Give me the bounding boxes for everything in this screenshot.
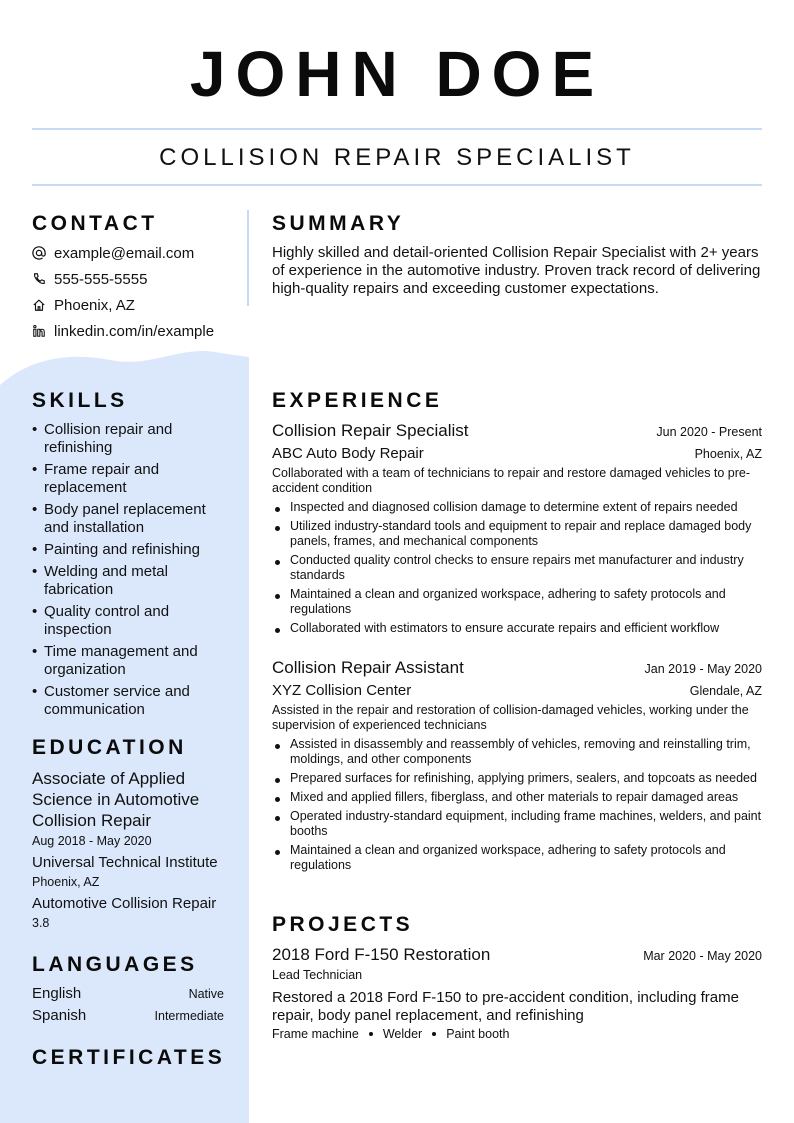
column-divider — [247, 210, 249, 306]
education-location: Phoenix, AZ — [32, 875, 100, 889]
skills-list — [32, 421, 232, 723]
language-name: Spanish — [32, 1007, 87, 1024]
summary-heading: SUMMARY — [272, 212, 405, 235]
list-item: Inspected and diagnosed collision damage to determine extent of repairs needed — [272, 500, 762, 515]
education-degree: Associate of Applied Science in Automotive Collision Repair — [32, 769, 200, 830]
job-title: COLLISION REPAIR SPECIALIST — [159, 144, 635, 171]
linkedin-icon — [32, 324, 46, 338]
contact-email-text: example@email.com — [54, 244, 195, 262]
project-tag: Welder — [382, 1027, 423, 1041]
job-dates: Jun 2020 - Present — [656, 425, 762, 439]
contact-phone[interactable] — [32, 269, 147, 289]
job-description: Collaborated with a team of technicians to repair and restore damaged vehicles to pre-accident condition — [272, 466, 751, 495]
list-item: • Body panel replacement and installation — [32, 501, 232, 537]
language-row — [32, 985, 224, 1002]
experience-heading: EXPERIENCE — [272, 389, 443, 412]
project-tag: Paint booth — [446, 1027, 510, 1041]
skills-heading: SKILLS — [32, 389, 128, 412]
contact-email[interactable] — [32, 243, 194, 263]
list-item: • Welding and metal fabrication — [32, 563, 232, 599]
list-item: Mixed and applied fillers, fiberglass, and other materials to repair damaged areas — [272, 790, 762, 805]
job-header — [272, 658, 762, 678]
contact-phone-text: 555-555-5555 — [54, 270, 148, 288]
project-description: Restored a 2018 Ford F-150 to pre-accident condition, including frame repair, body panel replacement, and refinishing — [272, 989, 739, 1024]
contact-location — [32, 295, 135, 315]
job-company: XYZ Collision Center — [272, 682, 412, 699]
tag-separator — [432, 1032, 436, 1036]
education-school: Universal Technical Institute — [32, 854, 218, 871]
list-item: Prepared surfaces for refinishing, applying primers, sealers, and topcoats as needed — [272, 771, 762, 786]
list-item: • Time management and organization — [32, 643, 232, 679]
job-title: Collision Repair Specialist — [272, 421, 469, 440]
list-item: Operated industry-standard equipment, including frame machines, welders, and paint booths — [272, 809, 762, 839]
education-dates: Aug 2018 - May 2020 — [32, 834, 152, 848]
projects-heading: PROJECTS — [272, 913, 414, 936]
list-item: Assisted in disassembly and reassembly of vehicles, removing and reinstalling trim, moldings, and other components — [272, 737, 762, 767]
list-item: Maintained a clean and organized workspace, adhering to safety protocols and regulations — [272, 587, 762, 617]
contact-heading: CONTACT — [32, 212, 158, 235]
education-heading: EDUCATION — [32, 736, 187, 759]
job-company-row — [272, 445, 762, 462]
header-top-rule — [32, 128, 762, 130]
project-dates: Mar 2020 - May 2020 — [643, 949, 762, 963]
education-gpa: 3.8 — [32, 916, 50, 930]
job-dates: Jan 2019 - May 2020 — [644, 662, 762, 676]
list-item: Collaborated with estimators to ensure accurate repairs and efficient workflow — [272, 621, 762, 636]
language-row — [32, 1007, 224, 1024]
list-item: Maintained a clean and organized workspace, adhering to safety protocols and regulations — [272, 843, 762, 873]
header-bottom-rule — [32, 184, 762, 186]
job-location: Phoenix, AZ — [694, 447, 762, 461]
project-tag: Frame machine — [272, 1027, 359, 1041]
home-icon — [32, 298, 46, 312]
project-role: Lead Technician — [272, 968, 363, 982]
project-title: 2018 Ford F-150 Restoration — [272, 945, 491, 964]
job-location: Glendale, AZ — [689, 684, 762, 698]
list-item: Utilized industry-standard tools and equipment to repair and replace damaged body panels, frames, and mechanical components — [272, 519, 762, 549]
list-item: • Frame repair and replacement — [32, 461, 232, 497]
contact-linkedin[interactable] — [32, 321, 214, 341]
education-field: Automotive Collision Repair — [32, 895, 217, 912]
contact-location-text: Phoenix, AZ — [54, 296, 135, 314]
contact-linkedin-text: linkedin.com/in/example — [54, 322, 215, 340]
at-icon — [32, 246, 46, 260]
job-bullets — [272, 737, 762, 877]
list-item: • Collision repair and refinishing — [32, 421, 232, 457]
language-level: Intermediate — [154, 1009, 224, 1023]
tag-separator — [369, 1032, 373, 1036]
list-item: • Quality control and inspection — [32, 603, 232, 639]
project-header — [272, 945, 762, 965]
list-item: • Painting and refinishing — [32, 541, 232, 559]
language-name: English — [32, 985, 82, 1002]
phone-icon — [32, 272, 46, 286]
candidate-name: JOHN DOE — [189, 38, 605, 110]
job-bullets — [272, 500, 762, 640]
certificates-heading: CERTIFICATES — [32, 1046, 226, 1069]
languages-heading: LANGUAGES — [32, 953, 198, 976]
summary-text: Highly skilled and detail-oriented Collision Repair Specialist with 2+ years of experience in the automotive industry. Proven track record of delivering high-quality repairs and exceeding customer expectations. — [272, 244, 761, 297]
job-title: Collision Repair Assistant — [272, 658, 464, 677]
project-tags — [272, 1027, 509, 1041]
language-level: Native — [188, 987, 224, 1001]
job-company-row — [272, 682, 762, 699]
job-header — [272, 421, 762, 441]
list-item: • Customer service and communication — [32, 683, 232, 719]
list-item: Conducted quality control checks to ensure repairs met manufacturer and industry standards — [272, 553, 762, 583]
job-company: ABC Auto Body Repair — [272, 445, 424, 462]
job-description: Assisted in the repair and restoration of collision-damaged vehicles, working under the supervision of experienced technicians — [272, 703, 749, 732]
